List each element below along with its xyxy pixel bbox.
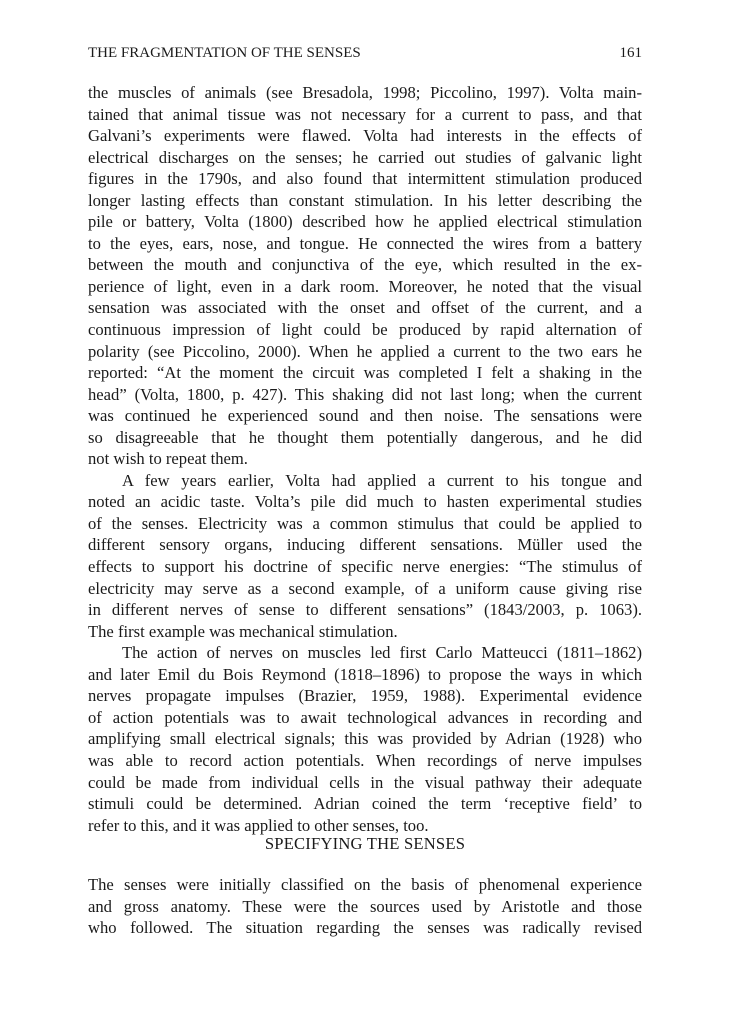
text-line: continuous impression of light could be produced by rapid alternation of: [88, 320, 642, 340]
text-line: and gross anatomy. These were the sources used by Aristotle and those: [88, 896, 642, 916]
text-line: effects to support his doctrine of specific nerve energies: “The stimulus of: [88, 557, 642, 577]
section-body-text: [88, 874, 642, 939]
text-line: so disagreeable that he thought them potentially dangerous, and he did: [88, 427, 642, 447]
text-line: in different nerves of sense to different sensations” (1843/2003, p. 1063).: [88, 600, 642, 620]
text-line: nerves propagate impulses (Brazier, 1959, 1988). Experimental evidence: [88, 686, 642, 706]
text-line: The action of nerves on muscles led first Carlo Matteucci (1811–1862): [122, 643, 642, 663]
text-line: stimuli could be determined. Adrian coined the term ‘receptive field’ to: [88, 794, 642, 814]
text-line: head” (Volta, 1800, p. 427). This shaking did not last long; when the current: [88, 384, 642, 404]
text-line: The senses were initially classified on the basis of phenomenal experience: [88, 875, 642, 894]
text-line: different sensory organs, inducing different sensations. Müller used the: [88, 535, 642, 555]
body-text: [88, 82, 642, 836]
text-line: longer lasting effects than constant stimulation. In his letter describing the: [88, 190, 642, 210]
text-line: polarity (see Piccolino, 2000). When he applied a current to the two ears he: [88, 341, 642, 361]
running-title: THE FRAGMENTATION OF THE SENSES: [88, 45, 361, 61]
text-line: and later Emil du Bois Reymond (1818–1896) to propose the ways in which: [88, 664, 642, 684]
text-line: A few years earlier, Volta had applied a current to his tongue and: [122, 470, 642, 490]
text-line: tained that animal tissue was not necessary for a current to pass, and that: [88, 104, 642, 124]
text-line: figures in the 1790s, and also found that intermittent stimulation produced: [88, 169, 642, 189]
text-line: electrical discharges on the senses; he carried out studies of galvanic light: [88, 147, 642, 167]
text-line: reported: “At the moment the circuit was completed I felt a shaking in the: [88, 363, 642, 383]
text-line: refer to this, and it was applied to other senses, too.: [88, 815, 429, 835]
paragraph: [88, 642, 642, 836]
section-heading: SPECIFYING THE SENSES: [264, 834, 466, 853]
paragraph: [88, 82, 642, 470]
text-line: who followed. The situation regarding the senses was radically revised: [88, 918, 642, 938]
text-line: electricity may serve as a second example, of a uniform cause giving rise: [88, 578, 642, 598]
text-line: of the senses. Electricity was a common stimulus that could be applied to: [88, 513, 642, 533]
text-line: The first example was mechanical stimulation.: [88, 621, 398, 641]
text-line: sensation was associated with the onset and offset of the current, and a: [88, 298, 642, 318]
text-line: noted an acidic taste. Volta’s pile did much to hasten experimental studies: [88, 492, 642, 512]
page-number: 161: [619, 45, 642, 61]
paragraph: [88, 470, 642, 642]
text-line: Galvani’s experiments were flawed. Volta had interests in the effects of: [88, 126, 642, 146]
text-line: was able to record action potentials. When recordings of nerve impulses: [88, 750, 642, 770]
text-line: between the mouth and conjunctiva of the eye, which resulted in the ex-: [88, 255, 642, 275]
text-line: was continued he experienced sound and then noise. The sensations were: [88, 406, 642, 426]
text-line: not wish to repeat them.: [88, 449, 248, 469]
running-header: [88, 45, 642, 62]
text-line: of action potentials was to await technological advances in recording and: [88, 707, 642, 727]
text-line: amplifying small electrical signals; this was provided by Adrian (1928) who: [88, 729, 642, 749]
text-line: perience of light, even in a dark room. Moreover, he noted that the visual: [88, 276, 642, 296]
text-line: pile or battery, Volta (1800) described how he applied electrical stimulation: [88, 212, 642, 232]
text-line: could be made from individual cells in the visual pathway their adequate: [88, 772, 642, 792]
text-line: the muscles of animals (see Bresadola, 1998; Piccolino, 1997). Volta main-: [88, 83, 642, 102]
text-line: to the eyes, ears, nose, and tongue. He connected the wires from a battery: [88, 233, 642, 253]
